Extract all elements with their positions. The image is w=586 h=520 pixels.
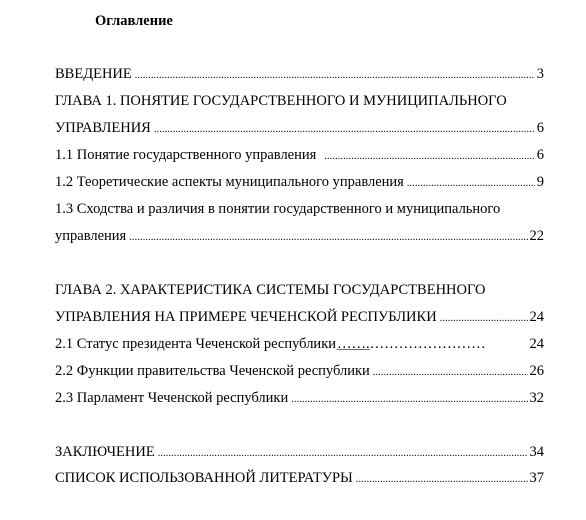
toc-page-number: 24 [529, 336, 544, 352]
dot-leader [129, 228, 527, 248]
toc-entry-text: ГЛАВА 2. ХАРАКТЕРИСТИКА СИСТЕМЫ ГОСУДАРСТВЕННОГО [55, 282, 486, 298]
toc-entry-chapter2-line2[interactable] [55, 307, 544, 327]
toc-page-number: 9 [536, 174, 544, 190]
toc-entry-text: 2.3 Парламент Чеченской республики [55, 390, 289, 406]
toc-entry-text: управления [55, 228, 127, 244]
toc-entry-chapter2-line1[interactable] [55, 280, 544, 300]
toc-page-number: 34 [529, 444, 544, 460]
toc-entry-text: УПРАВЛЕНИЯ НА ПРИМЕРЕ ЧЕЧЕНСКОЙ РЕСПУБЛИКИ [55, 309, 437, 325]
toc-entry-1-3-line1[interactable] [55, 199, 544, 219]
toc-entry-text: 1.1 Понятие государственного управления [55, 147, 317, 163]
dot-leader [135, 66, 535, 86]
toc-entry-text: ГЛАВА 1. ПОНЯТИЕ ГОСУДАРСТВЕННОГО И МУНИЦИПАЛЬНОГО [55, 93, 507, 109]
dot-leader [440, 309, 528, 329]
toc-entry-chapter1-line2[interactable] [55, 118, 544, 138]
dot-leader [356, 470, 528, 490]
toc-entry-text: СПИСОК ИСПОЛЬЗОВАННОЙ ЛИТЕРАТУРЫ [55, 470, 353, 486]
toc-entry-text: 2.1 Статус президента Чеченской республики [55, 336, 337, 352]
dot-leader [158, 444, 528, 464]
toc-entry-1-2[interactable] [55, 172, 544, 192]
toc-entry-chapter1-line1[interactable] [55, 91, 544, 111]
toc-page-number: 22 [529, 228, 544, 244]
toc-entry-text: УПРАВЛЕНИЯ [55, 120, 151, 136]
toc-heading: Оглавление [95, 13, 173, 29]
dot-leader [324, 147, 534, 167]
dot-leader [154, 120, 535, 140]
dot-leader [407, 174, 535, 194]
toc-entry-text: ЗАКЛЮЧЕНИЕ [55, 444, 155, 460]
dot-leader [337, 334, 529, 354]
toc-entry-text: 2.2 Функции правительства Чеченской республики [55, 363, 370, 379]
toc-page-number: 3 [536, 66, 544, 82]
dot-leader-plain: …………………… [369, 336, 486, 352]
toc-entry-references[interactable] [55, 468, 544, 488]
toc-entry-text: ВВЕДЕНИЕ [55, 66, 132, 82]
toc-entry-2-1[interactable] [55, 334, 544, 354]
dot-leader [373, 363, 528, 383]
toc-page-number: 6 [536, 147, 544, 163]
toc-entry-1-3-line2[interactable] [55, 226, 544, 246]
toc-entry-text: 1.2 Теоретические аспекты муниципального управления [55, 174, 404, 190]
toc-entry-conclusion[interactable] [55, 442, 544, 462]
dot-leader-underlined: ……. [337, 336, 370, 352]
toc-entry-2-3[interactable] [55, 388, 544, 408]
toc-entry-2-2[interactable] [55, 361, 544, 381]
toc-page-number: 37 [529, 470, 544, 486]
toc-entry-intro[interactable] [55, 64, 544, 84]
toc-entry-1-1[interactable] [55, 145, 544, 165]
toc-page-number: 24 [529, 309, 544, 325]
toc-page-number: 6 [536, 120, 544, 136]
toc-entry-text: 1.3 Сходства и различия в понятии государственного и муниципального [55, 201, 501, 217]
toc-page-number: 32 [529, 390, 544, 406]
toc-page-number: 26 [529, 363, 544, 379]
dot-leader [291, 390, 527, 410]
